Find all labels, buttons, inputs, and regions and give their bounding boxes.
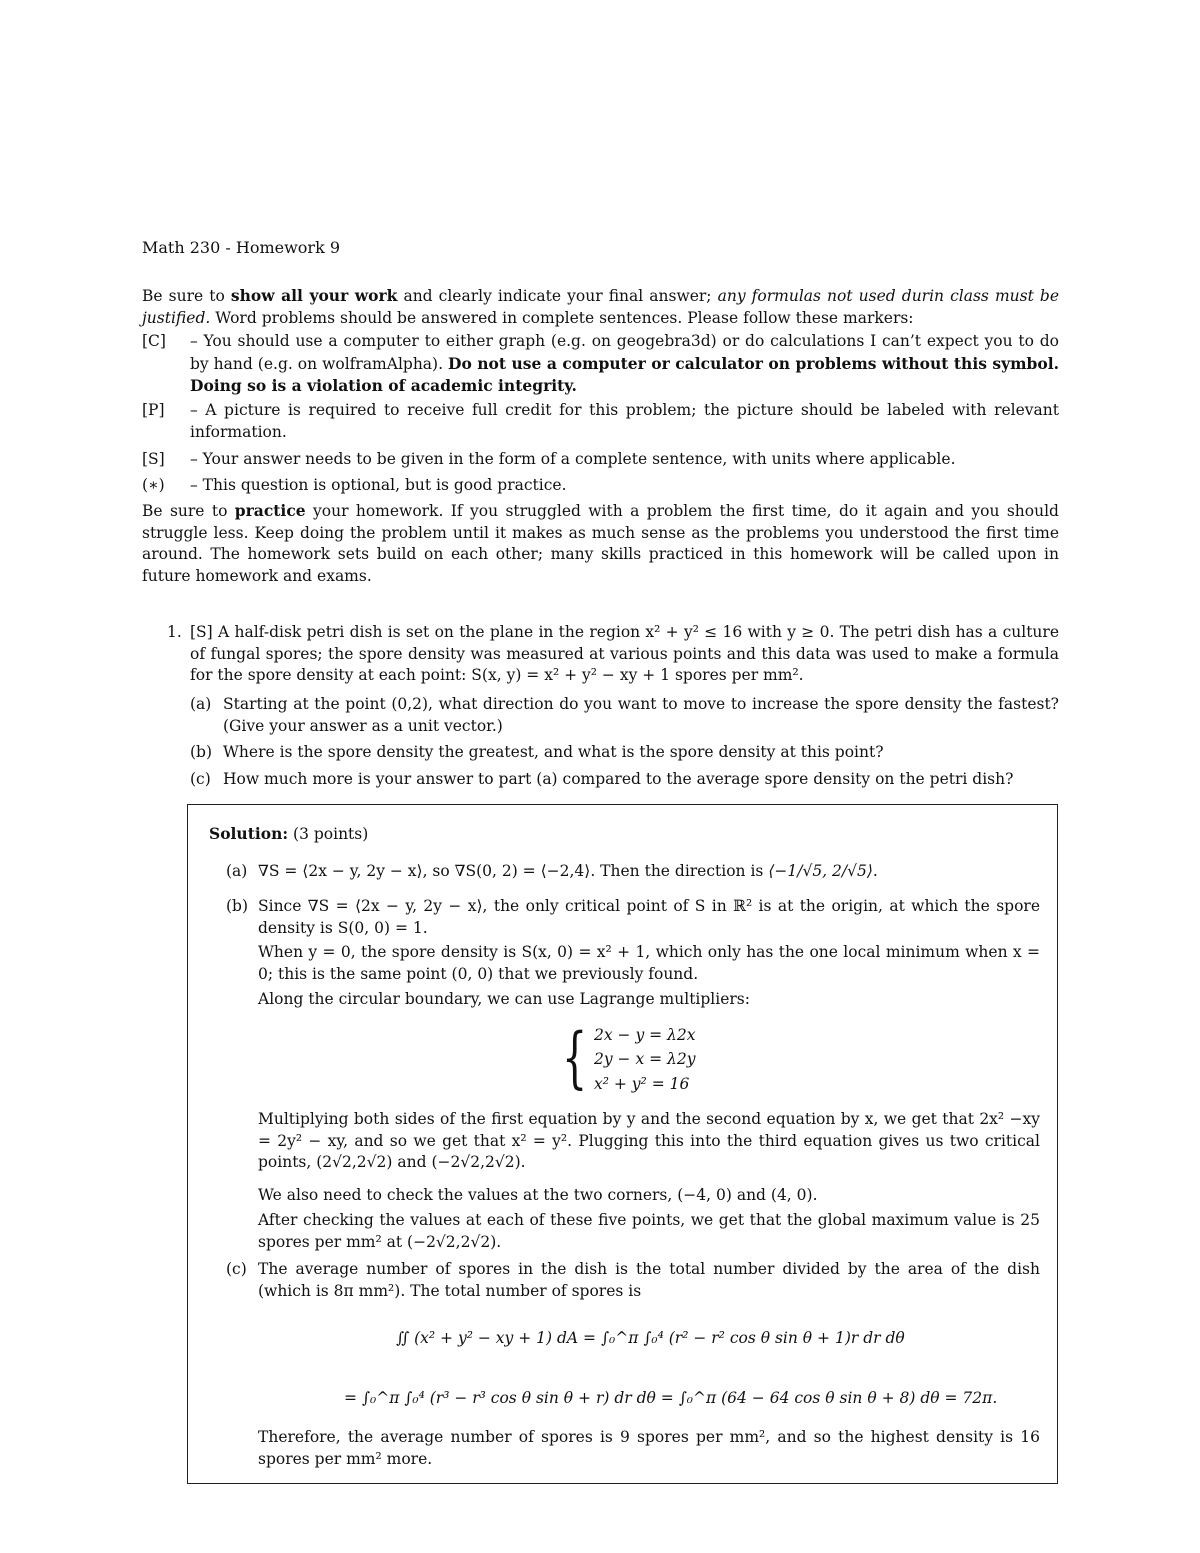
intro-paragraph [142,285,1059,329]
marker-key: [S] [142,450,165,468]
solution-a: ∇S = ⟨2x − y, 2y − x⟩, so ∇S(0, 2) = ⟨−2,4⟩. Then the direction is ⟨−1/√5, 2/√5⟩. [258,862,878,880]
homework-page: Math 230 - Homework 9 Be sure to show all your work and clearly indicate your final answer; any formulas not used durin class must be justified. Word problems should be answered in complete sentences. Please follow these markers: [C] – You should use a computer to either graph (e.g. on geogebra3d) or do calculations I can’t expect you to do by hand (e.g. on wolframAlpha). Do not use a computer or calculator on problems without this symbol. Doing so is a violation of academic integrity. [P] – A picture is required to receive full credit for this problem; the picture should be labeled with relevant information. [S] – Your answer needs to be given in the form of a complete sentence, with units where applicable. (∗) – This question is optional, but is good practice. Be sure to practice your homework. If you struggled with a problem the first time, do it again and you should struggle less. Keep doing the problem until it makes as much sense as the problems you understood the first time around. The homework sets build on each other; many skills practiced in this homework will be called upon in future homework and exams. 1. [S] A half-disk petri dish is set on the plane in the region x² + y² ≤ 16 with y ≥ 0. The petri dish has a culture of fungal spores; the spore density was measured at various points and this data was used to make a formula for the spore density at each point: S(x, y) = x² + y² − xy + 1 spores per mm². (a) Starting at the point (0,2), what direction do you want to move to increase the spore density the fastest? (Give your answer as a unit vector.) (b) Where is the spore density the greatest, and what is the spore density at this point? (c) How much more is your answer to part (a) compared to the average spore density on the petri dish? Solution: (3 points) (a) ∇S = ⟨2x − y, 2y − x⟩, so ∇S(0, 2) = ⟨−2,4⟩. Then the direction is ⟨−1/√5, 2/√5⟩. (b) Since ∇S = ⟨2x − y, 2y − x⟩, the only critical point of S in ℝ² is at the origin, at which the spore density is S(0, 0) = 1. When y = 0, the spore density is S(x, 0) = x² + 1, which only has the one local minimum when x = 0; this is the same point (0, 0) that we previously found. Along the circular boundary, we can use Lagrange multipliers: { 2x − y = λ2x 2y − x = λ2y x² + y² = 16 Multiplying both sides of the first equation by y and the second equation by x, we get that 2x² −xy = 2y² − xy, and so we get that x² = y². Plugging this into the third equation gives us two critical points, (2√2,2√2) and (−2√2,2√2). We also need to check the values at the two corners, (−4, 0) and (4, 0). After checking the values at each of these five points, we get that the global maximum value is 25 spores per mm² at (−2√2,2√2). (c) The average number of spores in the dish is the total number divided by the area of the dish (which is 8π mm²). The total number of spores is ∬ (x² + y² − xy + 1) dA = ∫₀^π ∫₀⁴ (r² − r² cos θ sin θ + 1)r dr dθ = ∫₀^π ∫₀⁴ (r³ − r³ cos θ sin θ + r) dr dθ = ∫₀^π (64 − 64 cos θ sin θ + 8) dθ = 72π. Therefore, the average number of spores is 9 spores per mm², and so the highest density is 16 spores per mm² more. [0,0,1200,1553]
marker-key: (∗) [142,476,165,494]
double-integral-lhs: ∬ (x² + y² − xy + 1) dA = [396,1329,596,1347]
problem-statement: [S] A half-disk petri dish is set on the plane in the region x² + y² ≤ 16 with y ≥ 0. The petri dish has a culture of fungal spores; the spore density was measured at various points and this data was used to make a formula for the spore density at each point: S(x, y) = x² + y² − xy + 1 spores per mm². [190,623,1059,684]
solution-b-key: (b) [226,897,249,915]
double-integral-rhs: ∫₀^π ∫₀⁴ (r² − r² cos θ sin θ + 1)r dr dθ [600,1329,905,1347]
solution-b-p4: Multiplying both sides of the first equation by y and the second equation by x, we get that 2x² −xy = 2y² − xy, and so we get that x² = y². Plugging this into the third equation gives us two critical points, (2√2,2√2) and (−2√2,2√2). [258,1110,1040,1171]
solution-points: (3 points) [293,825,369,843]
marker-text: – Your answer needs to be given in the form of a complete sentence, with units where applicable. [190,450,956,468]
intro-italic-1: any formulas not used durin class must be justified. [142,287,1059,327]
intro-text-2: and clearly indicate your final answer; [397,287,718,305]
intro-text-1: Be sure to [142,287,231,305]
solution-c-key: (c) [226,1260,247,1278]
marker-text: – A picture is required to receive full credit for this problem; the picture should be labeled with relevant information. [190,401,1059,441]
solution-label: Solution: [209,824,289,843]
system-eq-1: 2x − y = λ2x [594,1026,696,1044]
practice-bold: practice [234,501,306,520]
final-integral: ∫₀^π (64 − 64 cos θ sin θ + 8) dθ = 72π. [678,1389,998,1407]
solution-b-p2: When y = 0, the spore density is S(x, 0) = x² + 1, which only has the one local minimum when x = 0; this is the same point (0, 0) that we previously found. [258,943,1040,983]
integral-line-1 [396,1328,905,1350]
solution-c-p1: The average number of spores in the dish is the total number divided by the area of the dish (which is 8π mm²). The total number of spores is [258,1260,1040,1300]
solution-a-key: (a) [226,862,248,880]
direction-vector: ⟨−1/√5, 2/√5⟩. [768,862,878,880]
lagrange-system [562,1019,724,1096]
left-brace-icon: { [562,1019,588,1096]
problem-number: 1. [167,623,182,641]
solution-b-p5: We also need to check the values at the two corners, (−4, 0) and (4, 0). [258,1186,818,1204]
solution-box [187,804,1058,1484]
integral-line-2 [344,1388,997,1410]
solution-b-p6: After checking the values at each of these five points, we get that the global maximum value is 25 spores per mm² at (−2√2,2√2). [258,1211,1040,1251]
solution-b-p1: Since ∇S = ⟨2x − y, 2y − x⟩, the only critical point of S in ℝ² is at the origin, at which the spore density is S(0, 0) = 1. [258,897,1040,937]
marker-text: – You should use a computer to either graph (e.g. on geogebra3d) or do calculations I can’t expect you to do by hand (e.g. on wolframAlpha). Do not use a computer or calculator on problems without this symbol. Doing so is a violation of academic integrity. [190,332,1059,395]
page-title: Math 230 - Homework 9 [142,238,341,257]
marker-key: [P] [142,401,165,419]
solution-b-p3: Along the circular boundary, we can use Lagrange multipliers: [258,990,750,1008]
system-eq-3: x² + y² = 16 [594,1075,690,1093]
marker-text: – This question is optional, but is good practice. [190,476,567,494]
marker-key: [C] [142,332,166,350]
intro-bold-1: show all your work [230,286,398,305]
solution-c-p2: Therefore, the average number of spores is 9 spores per mm², and so the highest density is 16 spores per mm² more. [258,1428,1040,1468]
system-eq-2: 2y − x = λ2y [594,1050,696,1068]
intro-text-3: Word problems should be answered in complete sentences. Please follow these markers: [210,308,914,327]
practice-paragraph: Be sure to practice your homework. If you struggled with a problem the first time, do it again and you should struggle less. Keep doing the problem until it makes as much sense as the problems you understood the first time around. The homework sets build on each other; many skills practiced in this homework will be called upon in future homework and exams. [142,501,1059,585]
solution-header [209,823,368,846]
polar-integral: = ∫₀^π ∫₀⁴ (r³ − r³ cos θ sin θ + r) dr dθ = [344,1389,674,1407]
